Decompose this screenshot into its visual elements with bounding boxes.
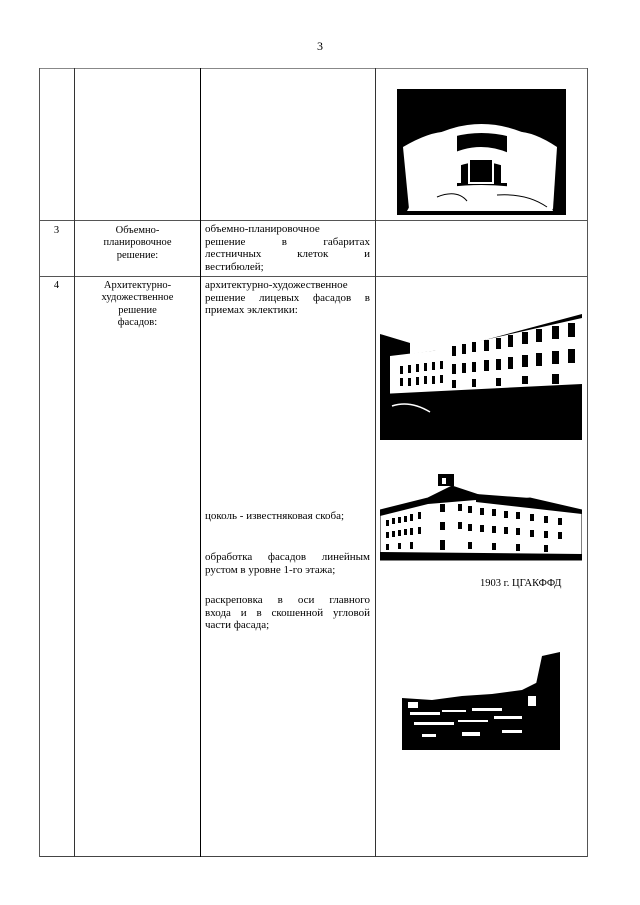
feature-item [205, 551, 370, 576]
feature-name [75, 280, 200, 330]
column-divider [74, 68, 75, 857]
feature-description-intro [205, 279, 370, 317]
table-border-bottom [39, 856, 588, 857]
feature-name-line: фасадов: [117, 317, 158, 329]
description-line: решение в габаритах [205, 235, 370, 248]
feature-name-line: планировочное [103, 237, 172, 249]
facade-detail-photo [402, 650, 562, 750]
table-border-left [39, 68, 40, 857]
historic-facade-photo [380, 474, 582, 570]
description-line: лестничных клеток и [205, 248, 370, 261]
modern-facade-photo [380, 294, 582, 440]
row-number: 4 [53, 280, 60, 291]
description-line: решение лицевых фасадов в [205, 291, 370, 304]
column-divider [375, 68, 376, 857]
feature-name-line: решение: [116, 249, 159, 261]
row-number: 3 [53, 225, 60, 236]
feature-name-line: Объемно- [115, 225, 160, 236]
feature-item [205, 594, 370, 632]
item-line: рустом в уровне 1-го этажа; [205, 563, 336, 576]
item-line: входа и в скошенной угловой [205, 606, 370, 619]
description-line: архитектурно-художественное [205, 279, 348, 291]
item-line: цоколь - известняковая скоба; [205, 510, 345, 522]
description-line: объемно-планировочное [205, 223, 320, 235]
item-line: раскреповка в оси главного [205, 594, 370, 606]
feature-name-line: Архитектурно- [103, 280, 172, 291]
feature-name [75, 225, 200, 262]
facade-features-table [39, 68, 588, 857]
feature-item [205, 510, 370, 523]
item-line: части фасада; [205, 619, 270, 632]
photo-caption: 1903 г. ЦГАКФФД [480, 578, 562, 589]
feature-name-line: художественное [101, 292, 174, 304]
item-line: обработка фасадов линейным [205, 551, 370, 563]
table-border-top [39, 68, 588, 69]
table-border-right [587, 68, 588, 857]
column-divider [200, 68, 201, 857]
description-line: приемах эклектики: [205, 304, 298, 317]
row-divider [39, 220, 588, 221]
feature-description [205, 223, 370, 273]
description-line: вестибюлей; [205, 260, 264, 273]
row-divider [39, 276, 588, 277]
feature-name-line: решение [118, 304, 157, 316]
page-number: 3 [317, 39, 323, 53]
interior-vestibule-photo [397, 89, 566, 215]
